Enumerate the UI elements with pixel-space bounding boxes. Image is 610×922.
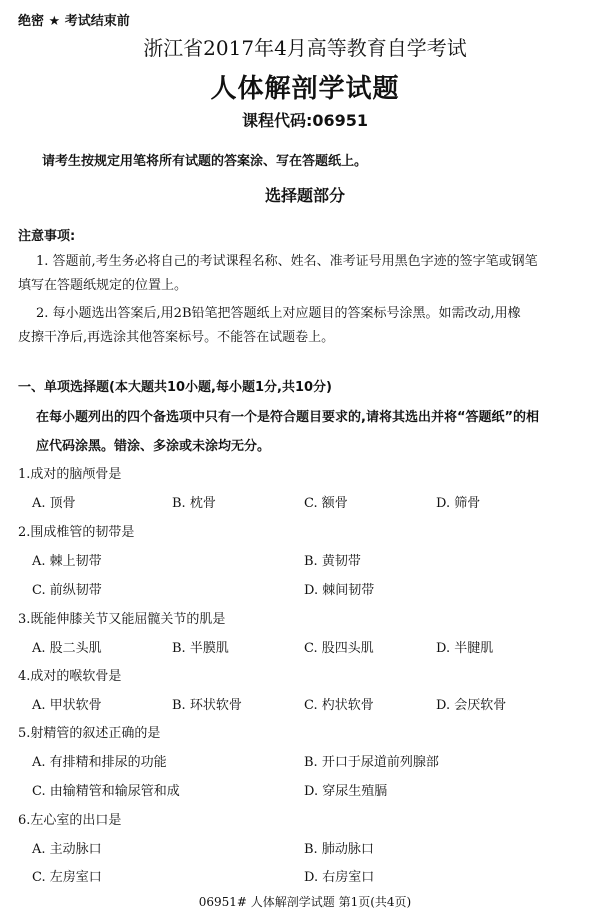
q2-option-c: C. 前纵韧带 bbox=[32, 583, 102, 598]
q1-option-c: C. 额骨 bbox=[304, 496, 348, 511]
q4-option-a: A. 甲状软骨 bbox=[32, 698, 102, 713]
q1-option-a: A. 顶骨 bbox=[32, 496, 76, 511]
q2-option-b: B. 黄韧带 bbox=[304, 554, 361, 569]
course-code: 课程代码:06951 bbox=[241, 111, 369, 130]
q4-option-c: C. 杓状软骨 bbox=[304, 698, 374, 713]
page-footer: 06951# 人体解剖学试题 第1页(共4页) bbox=[198, 895, 412, 909]
question-4: 4.成对的喉软骨是 bbox=[18, 669, 122, 684]
q5-option-a: A. 有排精和排尿的功能 bbox=[32, 755, 167, 770]
q2-option-a: A. 棘上韧带 bbox=[32, 554, 102, 569]
q4-option-b: B. 环状软骨 bbox=[172, 698, 242, 713]
note-2-line-2: 皮擦干净后,再选涂其他答案标号。不能答在试题卷上。 bbox=[18, 330, 335, 345]
q3-option-d: D. 半腱肌 bbox=[436, 641, 494, 656]
note-1-line-2: 填写在答题纸规定的位置上。 bbox=[18, 278, 188, 293]
q5-option-d: D. 穿尿生殖膈 bbox=[304, 784, 388, 799]
question-3: 3.既能伸膝关节又能屈髋关节的肌是 bbox=[18, 612, 226, 627]
question-2: 2.围成椎管的韧带是 bbox=[18, 525, 135, 540]
q5-option-b: B. 开口于尿道前列腺部 bbox=[304, 755, 439, 770]
q6-option-b: B. 肺动脉口 bbox=[304, 842, 374, 857]
q5-option-c: C. 由输精管和输尿管和成 bbox=[32, 784, 180, 799]
q3-option-a: A. 股二头肌 bbox=[32, 641, 102, 656]
q4-option-d: D. 会厌软骨 bbox=[436, 698, 507, 713]
q6-option-c: C. 左房室口 bbox=[32, 870, 102, 885]
q1-option-d: D. 筛骨 bbox=[436, 496, 481, 511]
q6-option-a: A. 主动脉口 bbox=[32, 842, 102, 857]
part-1-desc-line-1: 在每小题列出的四个备选项中只有一个是符合题目要求的,请将其选出并将“答题纸”的相 bbox=[36, 410, 540, 425]
q3-option-b: B. 半膜肌 bbox=[172, 641, 229, 656]
section-title: 选择题部分 bbox=[264, 186, 345, 205]
secret-mark: 绝密 ★ 考试结束前 bbox=[18, 14, 130, 29]
note-1-line-1: 1. 答题前,考生务必将自己的考试课程名称、姓名、准考证号用黑色字迹的签字笔或钢笔 bbox=[36, 254, 538, 269]
q2-option-d: D. 棘间韧带 bbox=[304, 583, 375, 598]
part-1-heading: 一、单项选择题(本大题共10小题,每小题1分,共10分) bbox=[18, 380, 332, 395]
answer-instruction: 请考生按规定用笔将所有试题的答案涂、写在答题纸上。 bbox=[42, 154, 368, 169]
note-2-line-1: 2. 每小题选出答案后,用2B铅笔把答题纸上对应题目的答案标号涂黑。如需改动,用橡 bbox=[36, 306, 521, 321]
question-1: 1.成对的脑颅骨是 bbox=[18, 467, 122, 482]
notes-heading: 注意事项: bbox=[18, 229, 76, 244]
q6-option-d: D. 右房室口 bbox=[304, 870, 375, 885]
q3-option-c: C. 股四头肌 bbox=[304, 641, 374, 656]
part-1-desc-line-2: 应代码涂黑。错涂、多涂或未涂均无分。 bbox=[36, 439, 271, 454]
question-6: 6.左心室的出口是 bbox=[18, 813, 122, 828]
exam-title: 浙江省2017年4月高等教育自学考试 bbox=[143, 36, 467, 60]
paper-title: 人体解剖学试题 bbox=[210, 74, 400, 104]
q1-option-b: B. 枕骨 bbox=[172, 496, 216, 511]
question-5: 5.射精管的叙述正确的是 bbox=[18, 726, 161, 741]
